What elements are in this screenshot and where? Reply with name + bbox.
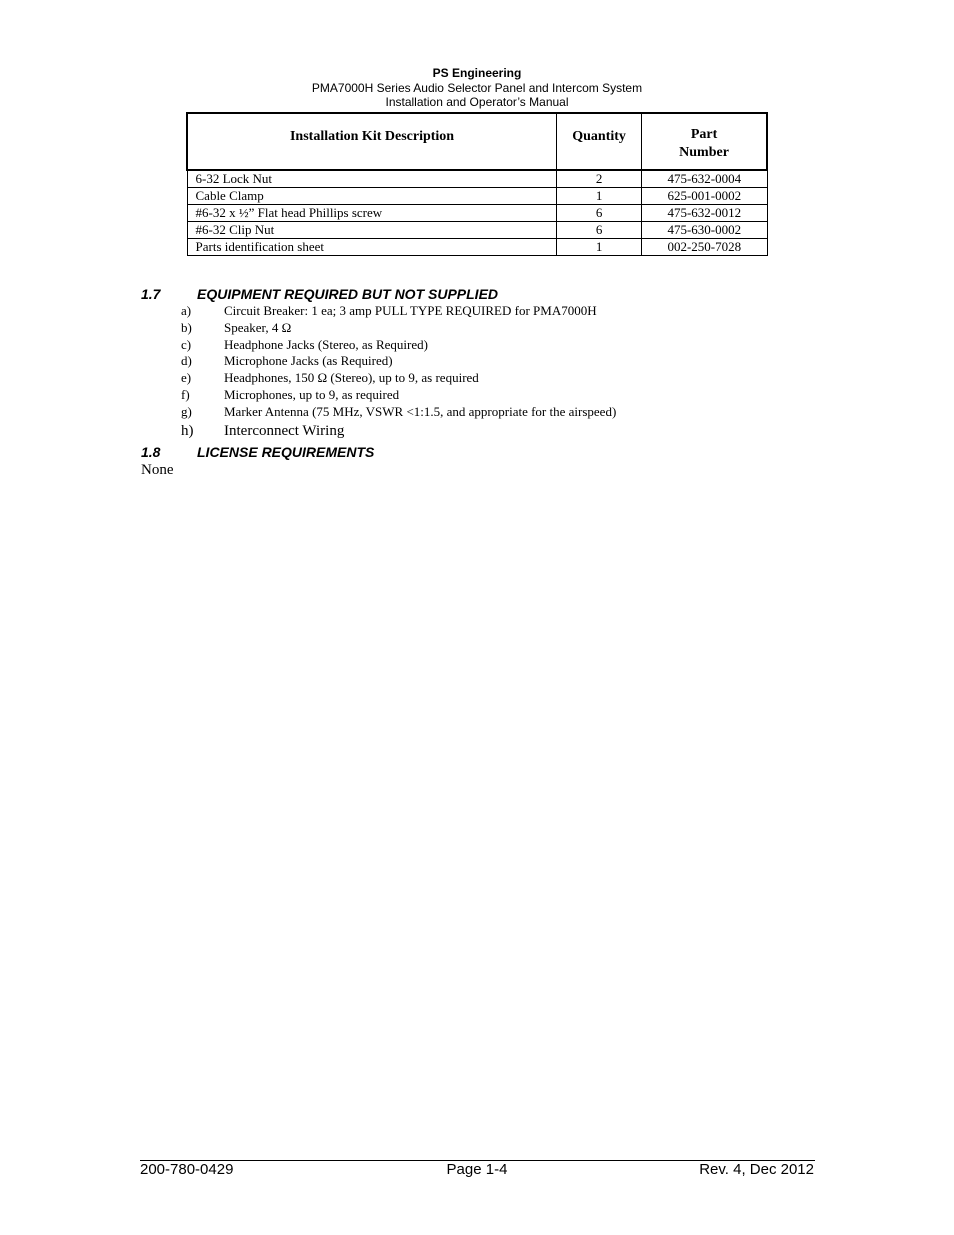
footer-doc-number: 200-780-0429 <box>140 1161 234 1178</box>
equipment-list <box>181 303 616 440</box>
column-header-quantity: Quantity <box>557 113 642 170</box>
section-number: 1.7 <box>141 286 161 302</box>
column-header-part-number <box>642 113 767 170</box>
list-marker: e) <box>181 370 192 386</box>
list-item <box>181 387 616 404</box>
license-requirements-text: None <box>141 462 174 478</box>
header-company: PS Engineering <box>432 66 522 80</box>
section-number: 1.8 <box>141 444 161 460</box>
cell-description: 6-32 Lock Nut <box>187 170 557 188</box>
section-heading-equipment <box>141 286 498 302</box>
column-header-part-line1: Part <box>690 126 718 142</box>
section-heading-license <box>141 444 374 460</box>
table-header-row <box>187 113 767 170</box>
cell-description: Parts identification sheet <box>187 239 557 256</box>
list-item <box>181 353 616 370</box>
list-item <box>181 422 616 440</box>
list-item <box>181 320 616 337</box>
cell-description: Cable Clamp <box>187 188 557 205</box>
table-row <box>187 239 767 256</box>
cell-quantity: 1 <box>557 188 642 205</box>
header-title: PMA7000H Series Audio Selector Panel and Intercom System <box>311 81 643 95</box>
column-header-description: Installation Kit Description <box>187 113 557 170</box>
cell-quantity: 6 <box>557 222 642 239</box>
list-marker: g) <box>181 403 192 419</box>
list-marker: f) <box>181 386 190 402</box>
list-item-text: Microphones, up to 9, as required <box>224 386 400 402</box>
footer-revision: Rev. 4, Dec 2012 <box>699 1161 814 1178</box>
cell-quantity: 1 <box>557 239 642 256</box>
list-marker: d) <box>181 353 192 369</box>
list-item <box>181 370 616 387</box>
column-header-part-line2: Number <box>679 144 729 160</box>
list-item-text: Marker Antenna (75 MHz, VSWR <1:1.5, and appropriate for the airspeed) <box>224 403 617 419</box>
header-subtitle: Installation and Operator’s Manual <box>385 95 569 109</box>
cell-part-number: 475-632-0004 <box>642 170 767 188</box>
list-item-text: Headphone Jacks (Stereo, as Required) <box>224 336 428 352</box>
list-marker: a) <box>181 303 192 318</box>
table-row <box>187 170 767 188</box>
cell-description: #6-32 Clip Nut <box>187 222 557 239</box>
list-item-text: Microphone Jacks (as Required) <box>224 353 393 369</box>
cell-description: #6-32 x ½” Flat head Phillips screw <box>187 205 557 222</box>
cell-part-number: 625-001-0002 <box>642 188 767 205</box>
list-marker: b) <box>181 319 192 335</box>
cell-part-number: 475-632-0012 <box>642 205 767 222</box>
section-title: EQUIPMENT REQUIRED BUT NOT SUPPLIED <box>197 286 499 302</box>
list-item <box>181 337 616 354</box>
installation-kit-table <box>186 112 768 256</box>
list-item-text: Circuit Breaker: 1 ea; 3 amp PULL TYPE REQUIRED for PMA7000H <box>224 303 597 318</box>
list-item-text: Interconnect Wiring <box>224 422 345 439</box>
table-row <box>187 222 767 239</box>
list-item <box>181 404 616 421</box>
cell-part-number: 475-630-0002 <box>642 222 767 239</box>
list-item-text: Headphones, 150 Ω (Stereo), up to 9, as required <box>224 370 479 386</box>
cell-quantity: 6 <box>557 205 642 222</box>
list-item-text: Speaker, 4 Ω <box>224 319 292 335</box>
footer-page-number: Page 1-4 <box>446 1161 508 1178</box>
list-marker: h) <box>181 422 194 439</box>
table-row <box>187 205 767 222</box>
list-item <box>181 303 616 320</box>
cell-quantity: 2 <box>557 170 642 188</box>
list-marker: c) <box>181 336 192 352</box>
table-row <box>187 188 767 205</box>
section-title: LICENSE REQUIREMENTS <box>197 444 375 460</box>
cell-part-number: 002-250-7028 <box>642 239 767 256</box>
